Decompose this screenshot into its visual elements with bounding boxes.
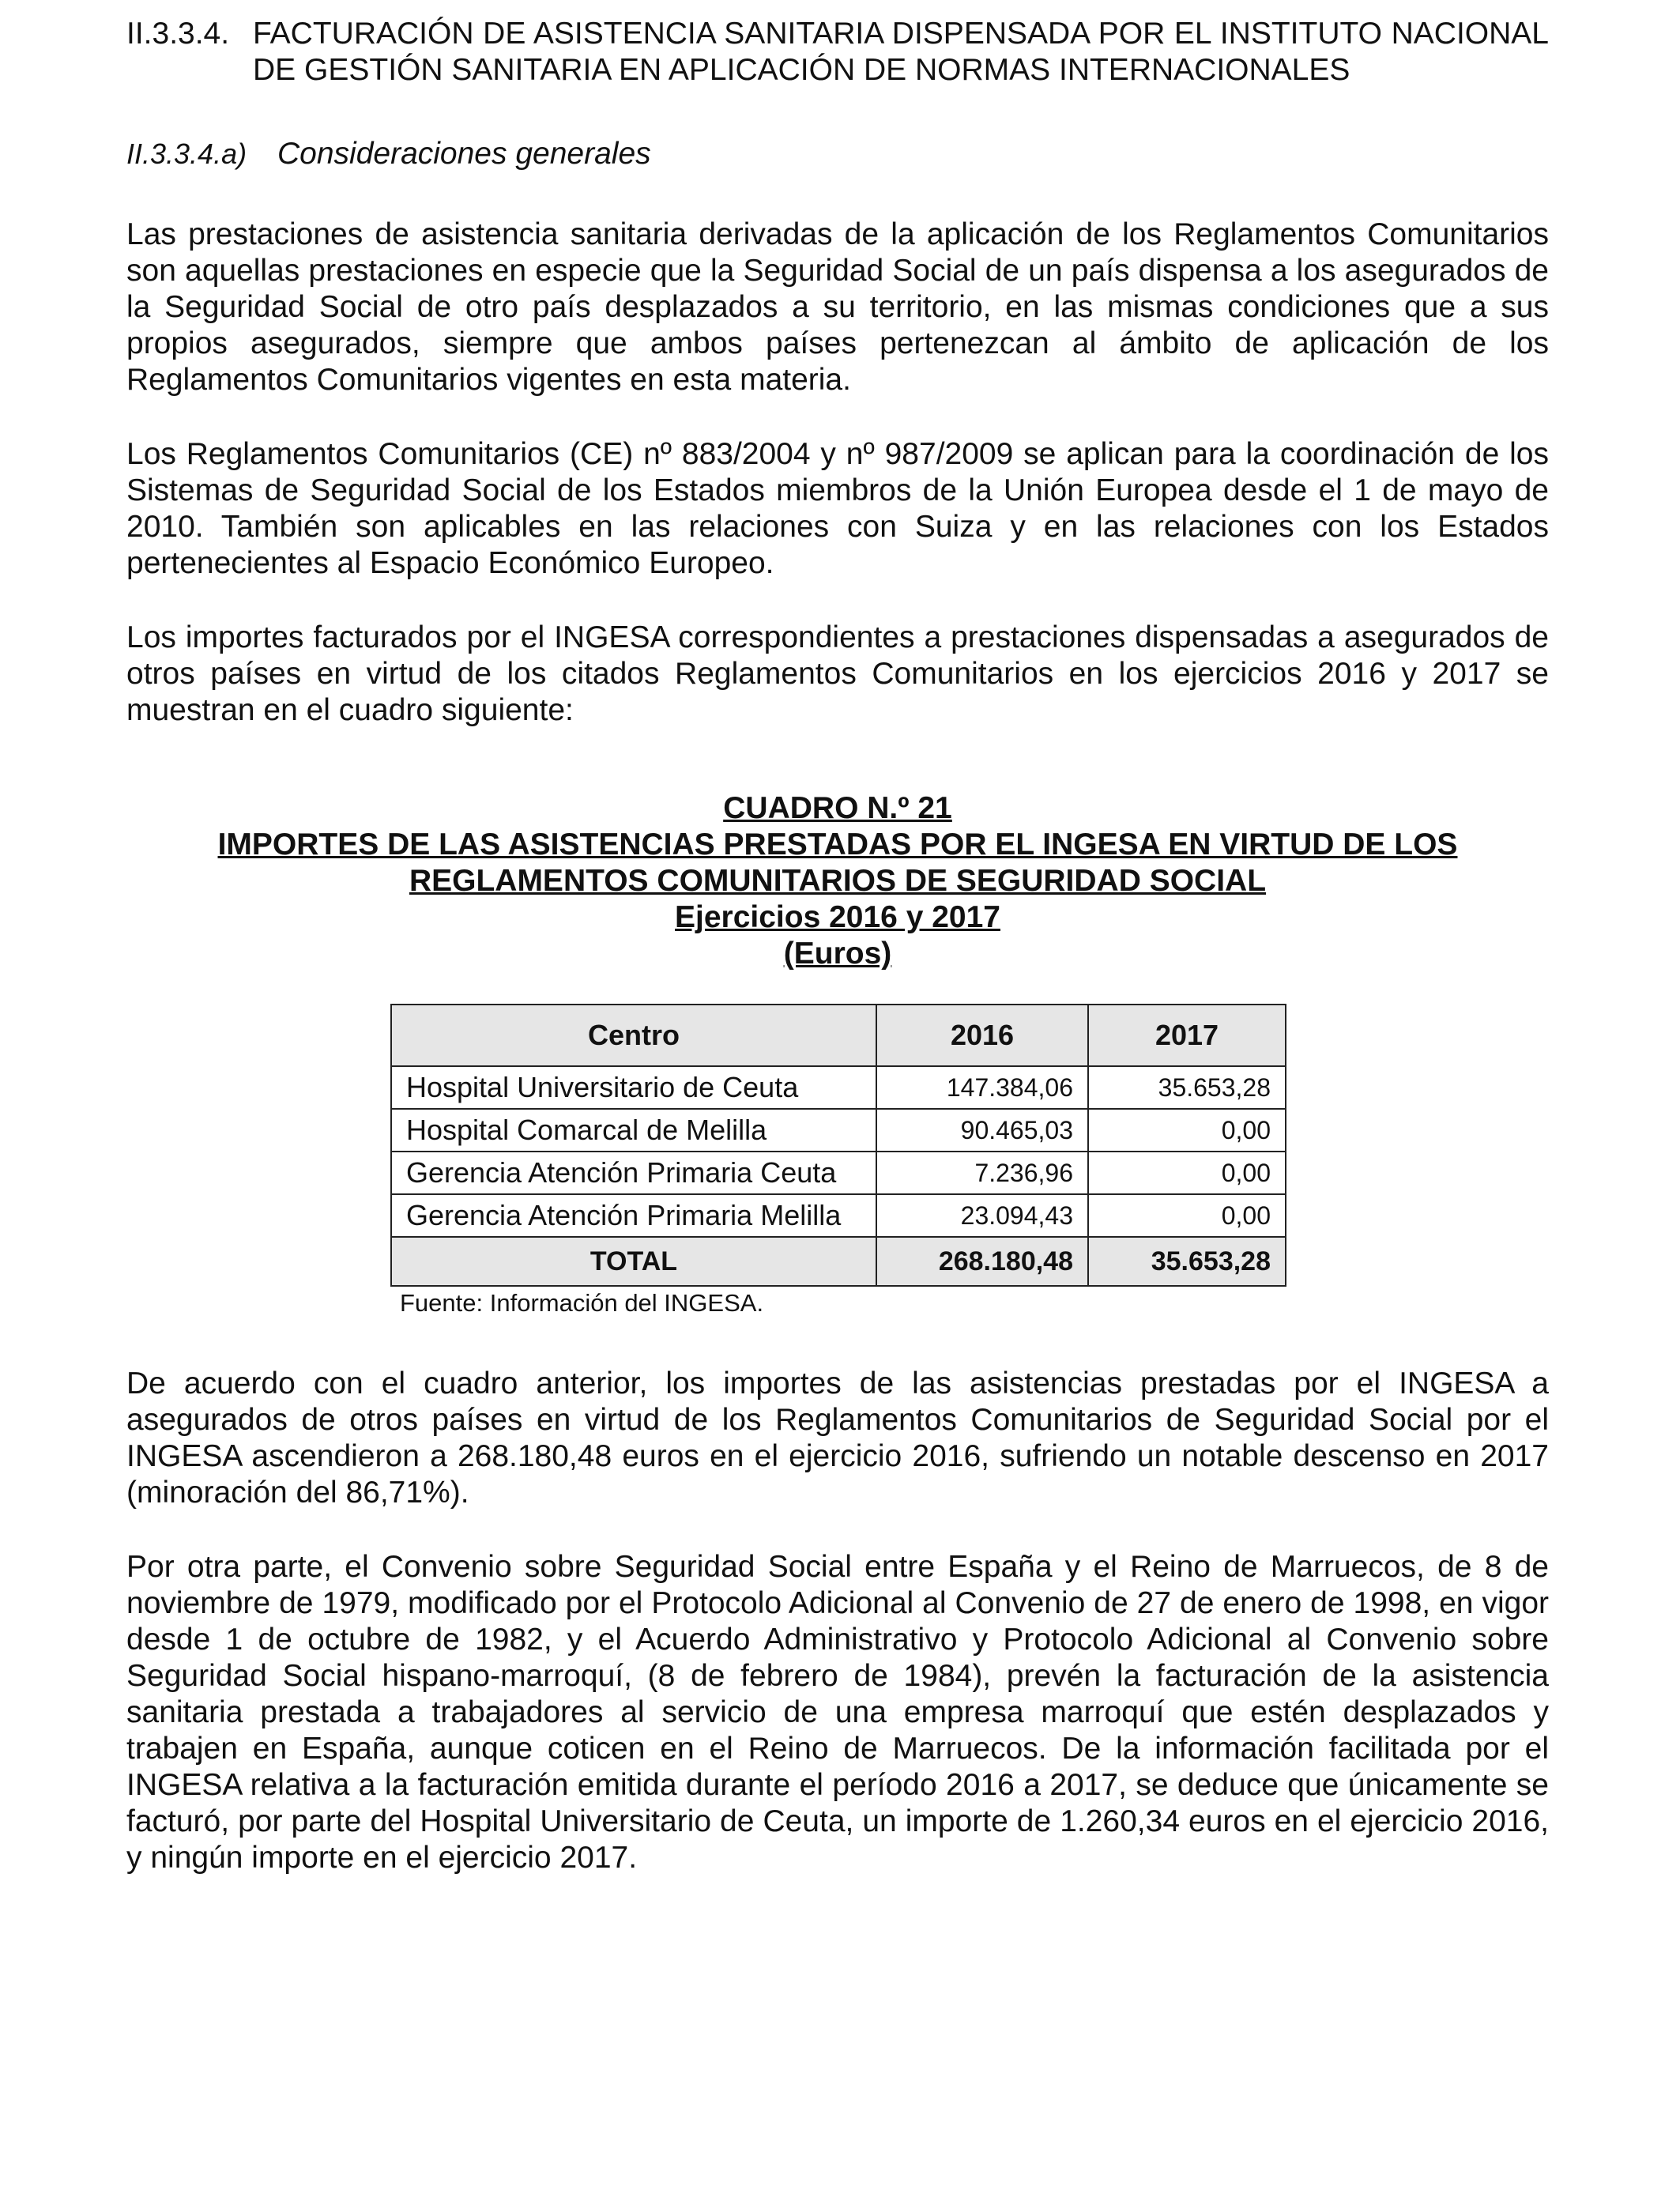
paragraph-3: Los importes facturados por el INGESA correspondientes a prestaciones dispensadas a asegurados de otros países en virtud de los citados Reglamentos Comunitarios en los ejercicios 2016 y 2017 se muestran en el cuadro siguiente: (126, 620, 1549, 727)
cell-centro: Gerencia Atención Primaria Melilla (391, 1194, 876, 1237)
cell-2017: 0,00 (1088, 1194, 1286, 1237)
subsection-heading (126, 136, 1549, 172)
header-2017: 2017 (1088, 1005, 1286, 1066)
table-header-row (391, 1005, 1286, 1066)
section-title: FACTURACIÓN DE ASISTENCIA SANITARIA DISPENSADA POR EL INSTITUTO NACIONAL DE GESTIÓN SANITARIA EN APLICACIÓN DE NORMAS INTERNACIONALES (253, 17, 1549, 87)
table-units: (Euros) (783, 937, 892, 971)
table-row (391, 1194, 1286, 1237)
header-2016: 2016 (876, 1005, 1088, 1066)
subsection-title: Consideraciones generales (277, 137, 651, 171)
cell-2016: 90.465,03 (876, 1109, 1088, 1152)
paragraph-2: Los Reglamentos Comunitarios (CE) nº 883/2004 y nº 987/2009 se aplican para la coordinación de los Sistemas de Seguridad Social de los Estados miembros de la Unión Europea desde el 1 de mayo de 2010. También son aplicables en las relaciones con Suiza y en las relaciones con los Estados pertenecientes al Espacio Económico Europeo. (126, 437, 1549, 580)
paragraph-5: Por otra parte, el Convenio sobre Seguridad Social entre España y el Reino de Marruecos, de 8 de noviembre de 1979, modificado por el Protocolo Adicional al Convenio de 27 de enero de 1998, en vigor desde 1 de octubre de 1982, y el Acuerdo Administrativo y Protocolo Adicional al Convenio sobre Seguridad Social hispano-marroquí, (8 de febrero de 1984), prevén la facturación de la asistencia sanitaria prestada a trabajadores al servicio de una empresa marroquí que estén desplazados y trabajen en España, aunque coticen en el Reino de Marruecos. De la información facilitada por el INGESA relativa a la facturación emitida durante el período 2016 a 2017, se deduce que únicamente se facturó, por parte del Hospital Universitario de Ceuta, un importe de 1.260,34 euros en el ejercicio 2016, y ningún importe en el ejercicio 2017. (126, 1550, 1549, 1875)
paragraph-1: Las prestaciones de asistencia sanitaria derivadas de la aplicación de los Reglamentos Comunitarios son aquellas prestaciones en especie que la Seguridad Social de un país dispensa a los asegurados de la Seguridad Social de otro país desplazados a su territorio, en las mismas condiciones que a sus propios asegurados, siempre que ambos países pertenezcan al ámbito de aplicación de los Reglamentos Comunitarios vigentes en esta materia. (126, 217, 1549, 397)
subsection-number: II.3.3.4.a) (126, 138, 247, 170)
table-total-row (391, 1237, 1286, 1286)
data-table (390, 1004, 1286, 1287)
section-number: II.3.3.4. (126, 17, 230, 51)
cell-2017: 0,00 (1088, 1152, 1286, 1194)
cell-centro: Hospital Comarcal de Melilla (391, 1109, 876, 1152)
paragraph-4: De acuerdo con el cuadro anterior, los importes de las asistencias prestadas por el INGESA a asegurados de otros países en virtud de los Reglamentos Comunitarios de Seguridad Social por el INGESA ascendieron a 268.180,48 euros en el ejercicio 2016, sufriendo un notable descenso en 2017 (minoración del 86,71%). (126, 1367, 1549, 1510)
cell-2017: 35.653,28 (1088, 1066, 1286, 1109)
section-heading (126, 16, 1549, 89)
table-label: CUADRO N.º 21 (723, 791, 952, 825)
total-label: TOTAL (391, 1237, 876, 1286)
total-2016: 268.180,48 (876, 1237, 1088, 1286)
total-2017: 35.653,28 (1088, 1237, 1286, 1286)
table-row (391, 1066, 1286, 1109)
table-title-line-2: REGLAMENTOS COMUNITARIOS DE SEGURIDAD SOCIAL (409, 864, 1267, 898)
table-row (391, 1109, 1286, 1152)
cell-2016: 23.094,43 (876, 1194, 1088, 1237)
table-title-line-1: IMPORTES DE LAS ASISTENCIAS PRESTADAS POR EL INGESA EN VIRTUD DE LOS (217, 827, 1458, 861)
cell-2016: 7.236,96 (876, 1152, 1088, 1194)
document-page (126, 16, 1549, 1876)
table-period: Ejercicios 2016 y 2017 (675, 900, 1000, 934)
cell-centro: Hospital Universitario de Ceuta (391, 1066, 876, 1109)
table-source: Fuente: Información del INGESA. (400, 1289, 764, 1317)
table-caption (126, 790, 1549, 972)
header-centro: Centro (391, 1005, 876, 1066)
cell-2017: 0,00 (1088, 1109, 1286, 1152)
cell-centro: Gerencia Atención Primaria Ceuta (391, 1152, 876, 1194)
cell-2016: 147.384,06 (876, 1066, 1088, 1109)
table-row (391, 1152, 1286, 1194)
